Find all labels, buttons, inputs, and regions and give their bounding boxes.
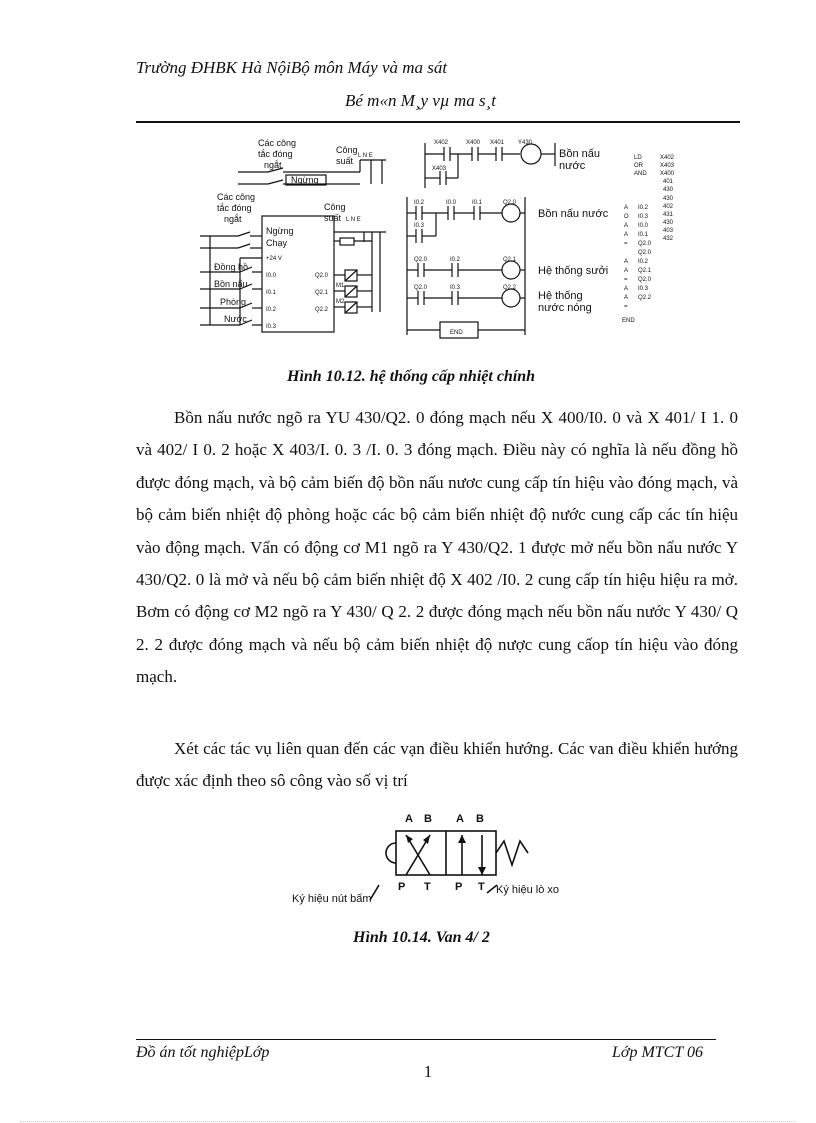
- svg-text:Q2.2: Q2.2: [638, 295, 652, 301]
- fig1-top-switch-label-1: Các công: [258, 138, 297, 148]
- valve-port-t-1: T: [424, 881, 431, 893]
- svg-text:I0.3: I0.3: [638, 214, 649, 220]
- svg-text:I0.2: I0.2: [638, 259, 649, 265]
- rung-coil-2: Q2.1: [503, 257, 517, 263]
- valve-port-p-1: P: [398, 881, 406, 893]
- plc-input-24v: +24 V: [266, 256, 282, 262]
- body-paragraph-2: Xét các tác vụ liên quan đến các vạn điều khiển hướng. Các van điều khiển hướng được xác định theo sô công vào số vị trí: [136, 739, 738, 791]
- svg-text:402: 402: [663, 204, 674, 210]
- rung-label-boiler: Bồn nấu nước: [538, 208, 609, 220]
- valve-port-b-2: B: [476, 813, 484, 825]
- svg-text:Q2.0: Q2.0: [638, 241, 652, 247]
- footer-rule: [136, 1039, 716, 1040]
- fig1-bottom-power-label-1: Công: [324, 202, 346, 212]
- motor-m1-label: M1: [336, 283, 345, 289]
- top-contact-x403: X403: [432, 166, 447, 172]
- svg-text:I0.2: I0.2: [638, 205, 649, 211]
- fig1-top-coil-label-1: Bồn nấu: [559, 148, 600, 160]
- svg-text:I0.1: I0.1: [638, 232, 649, 238]
- fig1-top-power-pins: L N E: [358, 153, 373, 159]
- svg-text:403: 403: [663, 228, 674, 234]
- valve-port-p-2: P: [455, 881, 463, 893]
- rung-contact-7: Q2.0: [414, 285, 428, 291]
- svg-text:O: O: [624, 214, 629, 220]
- fig1-bottom-power-label-2: suất: [324, 213, 342, 223]
- footer-right: Lớp MTCT 06: [612, 1044, 703, 1061]
- plc-input-i01: I0.1: [266, 290, 277, 296]
- figure-10-14-caption: Hình 10.14. Van 4/ 2: [353, 929, 490, 946]
- valve-port-b-1: B: [424, 813, 432, 825]
- footer-left: Đồ án tốt nghiệpLớp: [136, 1044, 270, 1061]
- svg-text:I0.0: I0.0: [638, 223, 649, 229]
- svg-text:END: END: [622, 318, 635, 324]
- plc-input-i02: I0.2: [266, 307, 277, 313]
- svg-text:AND: AND: [634, 171, 647, 177]
- plc-input-stop: Ngừng: [266, 226, 294, 236]
- body-paragraph-1: Bồn nấu nước ngõ ra YU 430/Q2. 0 đóng mạch nếu X 400/I0. 0 và X 401/ I 1. 0 và 402/ I 0. 2 hoặc X 403/I. 0. 3 /I. 0. 3 đóng mạch. Điều này có nghĩa là nếu đồng hồ được đóng mạch, và bộ cảm biến độ bồn nấu nươc cung cấp tín hiệu vào đóng mạch, và bộ cảm biến nhiệt độ phòng hoặc các bộ cảm biến nhiệt độ nước cung cấp các tín hiệu vào động mạch. Vẩn có động cơ M1 ngõ ra Y 430/Q2. 1 được mở nếu bồn nấu nước Y 430/Q2. 0 là mở và nếu bộ cảm biến nhiệt độ X 402 /I0. 2 cung cấp tín hiệu hiệu ra mở. Bơm có động cơ M2 ngõ ra Y 430/ Q 2. 2 được đóng mạch nếu bồn nấu nước Y 430/ Q 2. 2 được đóng mạch và nếu bộ cảm biến nhiệt độ nược cung cấop tín hiệu vào đóng mạch.: [136, 408, 738, 687]
- top-contact-x400: X400: [466, 140, 481, 146]
- fig1-top-switch-label-3: ngắt: [264, 160, 282, 170]
- figure-10-12-caption: Hình 10.12. hệ thống cấp nhiệt chính: [287, 368, 536, 385]
- plc-output-q21: Q2.1: [315, 290, 329, 296]
- svg-text:I0.3: I0.3: [638, 286, 649, 292]
- svg-text:432: 432: [663, 236, 674, 242]
- ladder-end-label: END: [450, 330, 463, 336]
- rung-contact-5: Q2.0: [414, 257, 428, 263]
- svg-text:A: A: [624, 205, 629, 211]
- header-line-2: Bé m«n M¸y vµ ma s¸t: [345, 91, 496, 110]
- rung-label-hotwater-2: nước nóng: [538, 302, 592, 314]
- svg-text:A: A: [624, 286, 629, 292]
- plc-output-q20: Q2.0: [315, 273, 329, 279]
- top-contact-x401: X401: [490, 140, 505, 146]
- rung-label-heating: Hệ thống sưởi: [538, 265, 609, 277]
- valve-spring-symbol-label: Ký hiệu lò xo: [496, 884, 559, 896]
- fig1-top-switch-label-2: tắc đóng: [258, 149, 293, 159]
- svg-text:A: A: [624, 259, 629, 265]
- plc-output-q22: Q2.2: [315, 307, 329, 313]
- rung-contact-3: I0.1: [472, 200, 483, 206]
- rung-contact-4: I0.3: [414, 223, 425, 229]
- svg-text:OR: OR: [634, 163, 643, 169]
- svg-text:=: =: [624, 277, 628, 283]
- svg-text:X400: X400: [660, 171, 675, 177]
- svg-text:431: 431: [663, 212, 674, 218]
- svg-text:A: A: [624, 295, 629, 301]
- statement-list-top: [634, 155, 675, 193]
- valve-button-symbol-label: Ký hiệu nút bấm: [292, 893, 372, 905]
- motor-m2-label: M2: [336, 299, 345, 305]
- input-label-water: Nước: [224, 314, 247, 324]
- svg-text:A: A: [624, 223, 629, 229]
- valve-port-t-2: T: [478, 881, 485, 893]
- rung-contact-2: I0.0: [446, 200, 457, 206]
- fig1-bottom-switch-label-2: tắc đóng: [217, 203, 252, 213]
- plc-input-run: Chạy: [266, 238, 288, 248]
- svg-text:Q2.0: Q2.0: [638, 250, 652, 256]
- svg-text:Q2.1: Q2.1: [638, 268, 652, 274]
- svg-text:=: =: [624, 304, 628, 310]
- svg-text:X403: X403: [660, 163, 675, 169]
- header-line-1: Trường ĐHBK Hà NộiBộ môn Máy và ma sát: [136, 58, 448, 77]
- top-contact-x402: X402: [434, 140, 449, 146]
- rung-contact-6: I0.2: [450, 257, 461, 263]
- svg-text:401: 401: [663, 179, 674, 185]
- top-coil-y430: Y430: [518, 140, 533, 146]
- svg-text:A: A: [624, 268, 629, 274]
- statement-list-bottom: [622, 196, 674, 324]
- svg-text:A: A: [624, 232, 629, 238]
- rung-coil-3: Q2.2: [503, 285, 517, 291]
- svg-text:=: =: [624, 241, 628, 247]
- input-label-clock: Đồng hồ: [214, 262, 249, 272]
- svg-text:430: 430: [663, 220, 674, 226]
- plc-input-i03: I0.3: [266, 324, 277, 330]
- svg-text:430: 430: [663, 196, 674, 202]
- valve-port-a-1: A: [405, 813, 413, 825]
- fig1-top-power-label-2: suất: [336, 156, 354, 166]
- svg-text:LD: LD: [634, 155, 642, 161]
- rung-contact-8: I0.3: [450, 285, 461, 291]
- input-label-boiler: Bồn nấu: [214, 279, 248, 289]
- plc-input-i00: I0.0: [266, 273, 277, 279]
- valve-port-a-2: A: [456, 813, 464, 825]
- fig1-top-stop-label: Ngừng: [291, 175, 319, 185]
- rung-label-hotwater-1: Hệ thống: [538, 290, 583, 302]
- fig1-top-coil-label-2: nước: [559, 160, 586, 172]
- fig1-bottom-power-pins: L N E: [346, 217, 361, 223]
- page-number: 1: [423, 1062, 433, 1081]
- fig1-bottom-switch-label-1: Các công: [217, 192, 256, 202]
- svg-text:430: 430: [663, 187, 674, 193]
- fig1-bottom-switch-label-3: ngắt: [224, 214, 242, 224]
- svg-text:X402: X402: [660, 155, 675, 161]
- svg-text:Q2.0: Q2.0: [638, 277, 652, 283]
- rung-coil-1: Q2.0: [503, 200, 517, 206]
- page-bottom-dotted-line: [20, 1121, 796, 1122]
- input-label-room: Phòng: [220, 297, 247, 307]
- fig1-top-power-label-1: Công: [336, 145, 358, 155]
- rung-contact-1: I0.2: [414, 200, 425, 206]
